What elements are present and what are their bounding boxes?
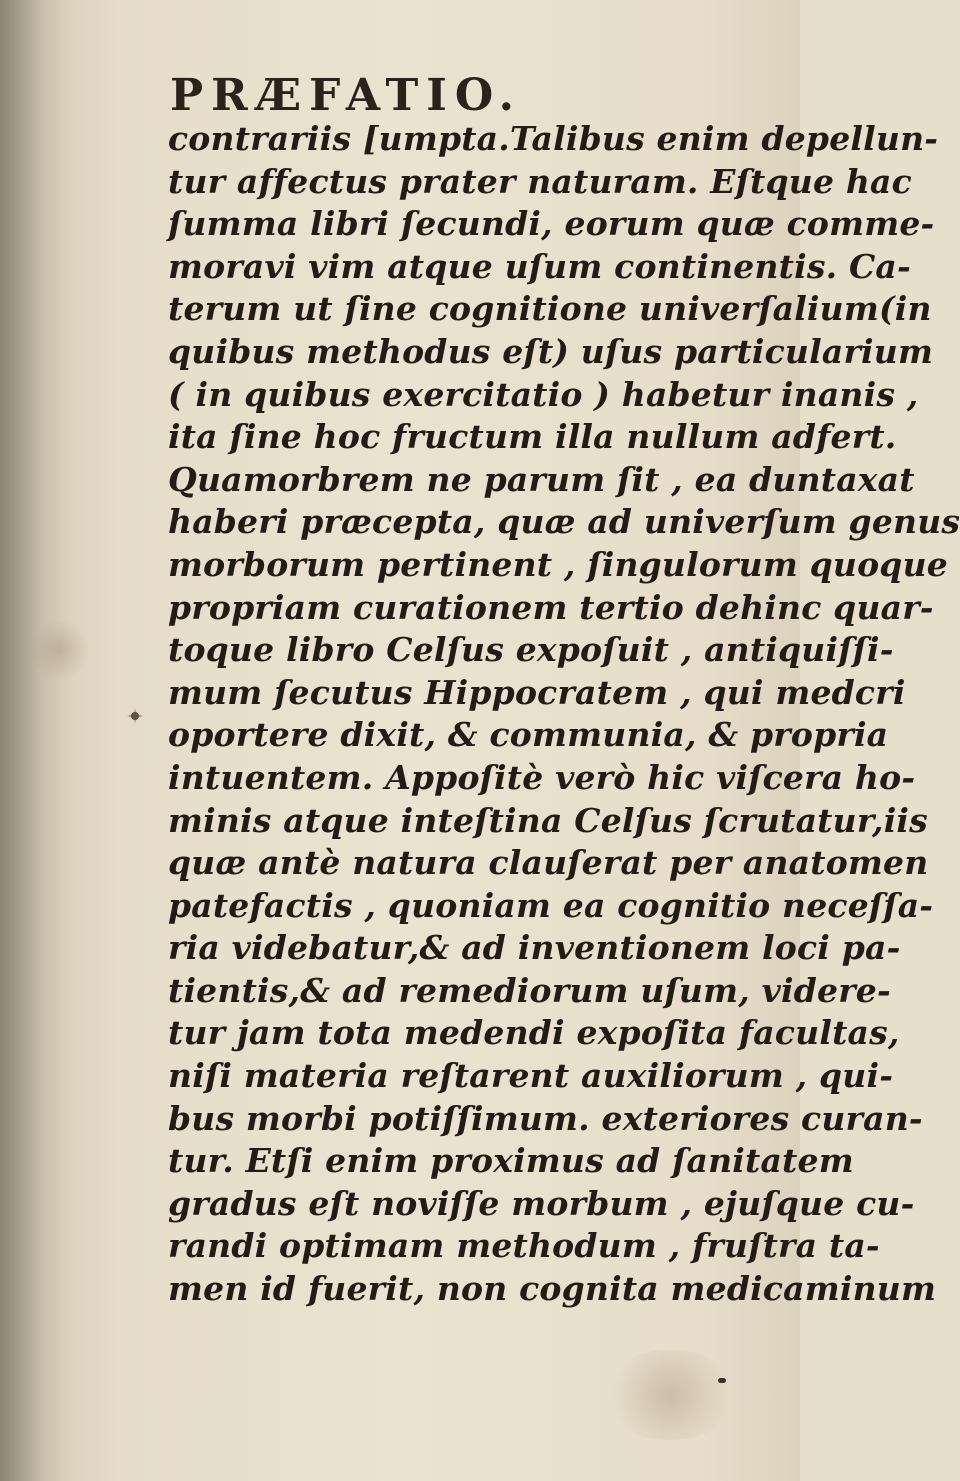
text-line: minis atque inteſtina Celſus ſcrutatur,iis (168, 800, 928, 840)
text-line: bus morbi potiſſimum. exteriores curan- (168, 1098, 923, 1138)
text-line: propriam curationem tertio dehinc quar- (168, 587, 934, 627)
running-head: PRÆFATIO. (170, 70, 522, 121)
text-line: intuentem. Appoſitè verò hic viſcera ho- (168, 757, 916, 797)
text-line: terum ut ſine cognitione univerſalium(in (168, 289, 932, 329)
text-line: randi optimam methodum , fruſtra ta- (168, 1226, 880, 1266)
text-line: tur. Etſi enim proximus ad ſanitatem (168, 1141, 854, 1181)
text-line: moravi vim atque uſum continentis. Ca- (168, 246, 911, 286)
body-text (168, 118, 960, 1311)
text-line: ria videbatur,& ad inventionem loci pa- (168, 928, 901, 968)
ink-mark (718, 1378, 726, 1383)
text-line: tur jam tota medendi expoſita facultas, (168, 1013, 900, 1053)
text-line: tur affectus prater naturam. Eſtque hac (168, 161, 912, 201)
text-line: ( in quibus exercitatio ) habetur inanis , (168, 374, 919, 414)
paper-stain (30, 620, 90, 680)
text-line: haberi præcepta, quæ ad univerſum genus (168, 502, 960, 542)
paper-stain (600, 1350, 740, 1440)
text-line: quibus methodus eſt) uſus particularium (168, 331, 934, 371)
text-line: tientis,& ad remediorum uſum, videre- (168, 970, 891, 1010)
text-line: men id fuerit, non cognita medicaminum (168, 1269, 937, 1309)
ornament-icon (126, 707, 144, 725)
text-line: Quamorbrem ne parum ſit , ea duntaxat (168, 459, 915, 499)
text-line: niſi materia reſtarent auxiliorum , qui- (168, 1056, 894, 1096)
text-line: patefactis , quoniam ea cognitio neceſſa- (168, 885, 934, 925)
text-line: ita ſine hoc fructum illa nullum adfert. (168, 417, 897, 457)
text-line: morborum pertinent , ſingulorum quoque (168, 544, 948, 584)
text-line: gradus eſt noviſſe morbum , ejuſque cu- (168, 1183, 915, 1223)
text-line: ſumma libri ſecundi, eorum quæ comme- (168, 204, 935, 244)
text-line: oportere dixit, & communia, & propria (168, 715, 889, 755)
text-line: toque libro Celſus expoſuit , antiquiſſi- (168, 630, 894, 670)
text-line: mum ſecutus Hippocratem , qui medcri (168, 672, 906, 712)
text-line: contrariis [umpta.Talibus enim depellun- (168, 119, 939, 158)
page-gutter-shadow (0, 0, 70, 1481)
text-line: quæ antè natura clauſerat per anatomen (168, 843, 929, 883)
